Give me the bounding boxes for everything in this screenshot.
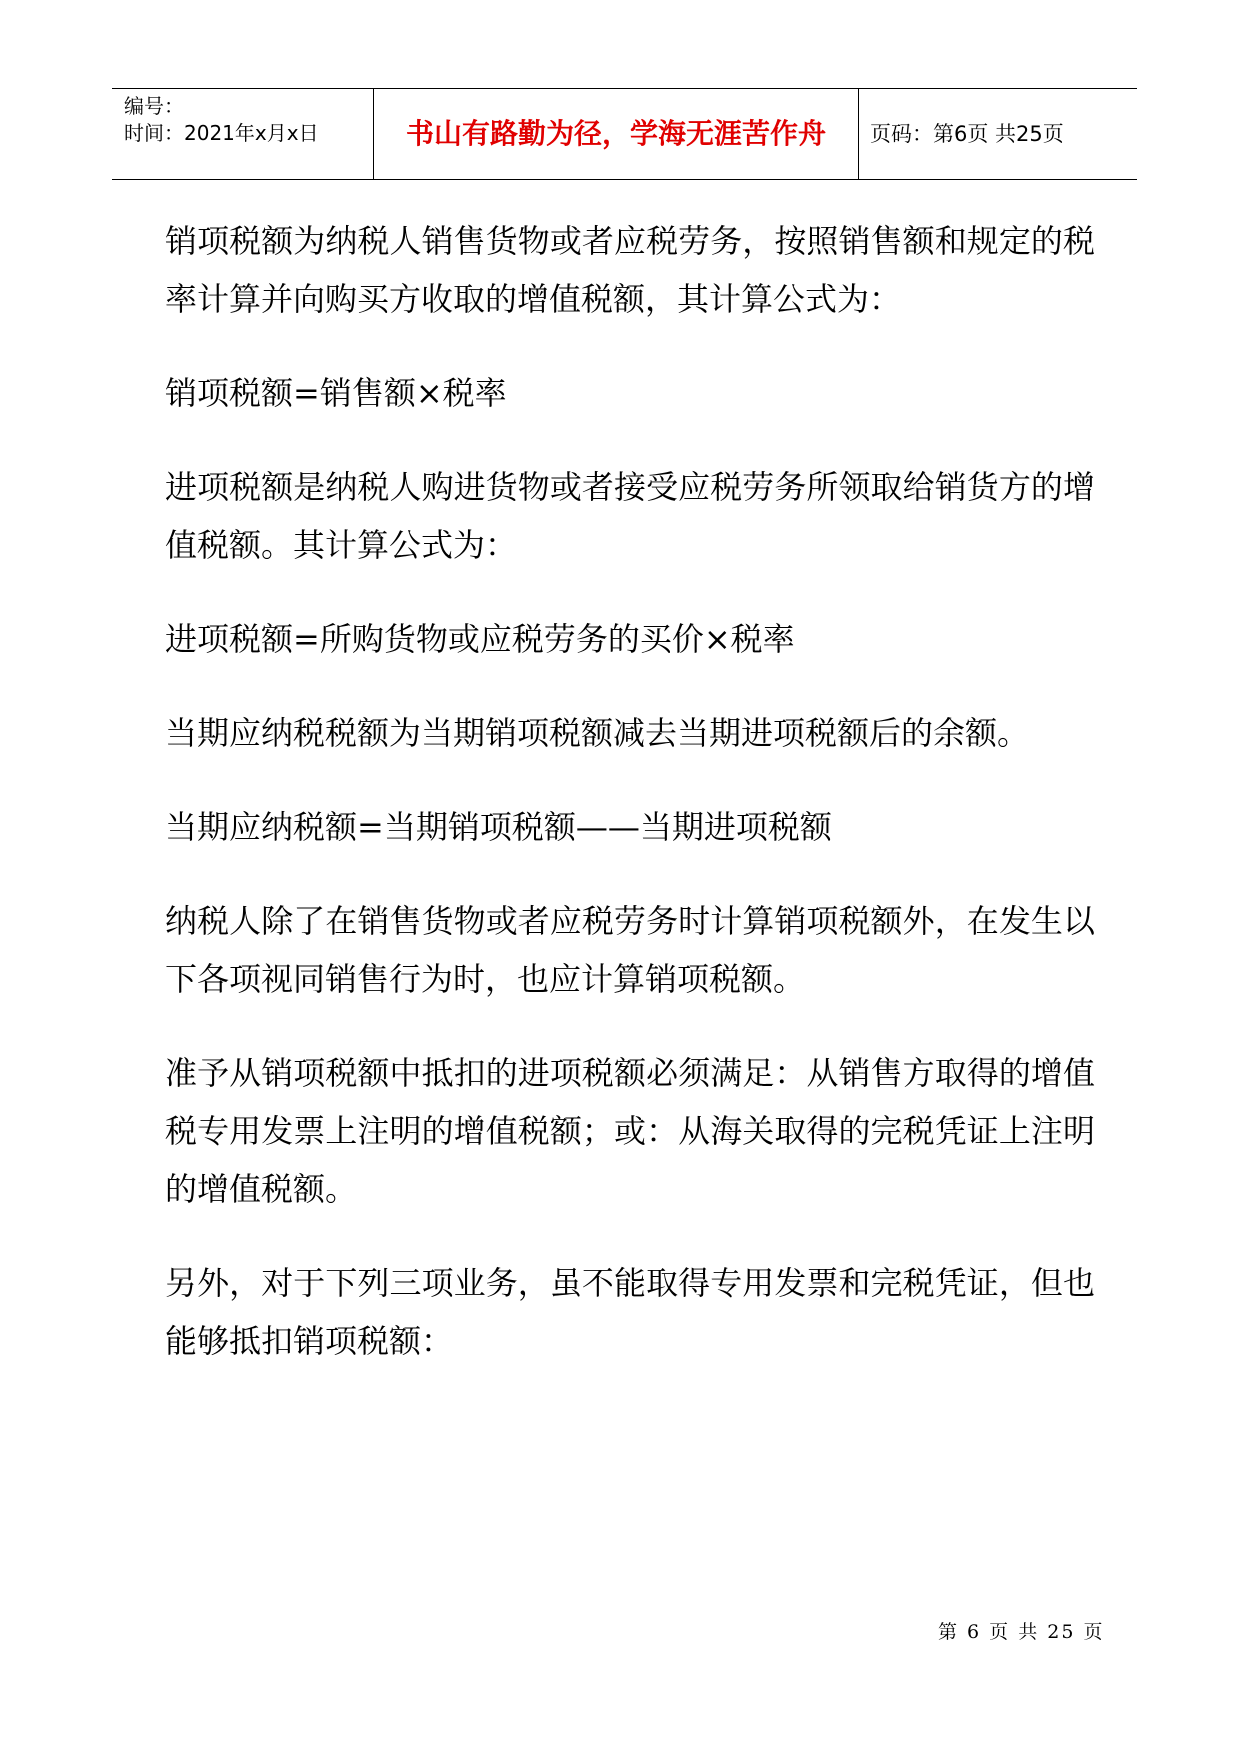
paragraph-deduction-conditions: 准予从销项税额中抵扣的进项税额必须满足：从销售方取得的增值税专用发票上注明的增值税额；或：从海关取得的完税凭证上注明的增值税额。	[165, 1054, 1095, 1208]
paragraph-input-tax-definition: 进项税额是纳税人购进货物或者接受应税劳务所领取给销货方的增值税额。其计算公式为：	[165, 468, 1095, 564]
serial-number-label: 编号：	[124, 94, 184, 118]
formula-input-tax: 进项税额=所购货物或应税劳务的买价×税率	[165, 620, 795, 658]
paragraph-output-tax-definition: 销项税额为纳税人销售货物或者应税劳务，按照销售额和规定的税率计算并向购买方收取的增值税额，其计算公式为：	[165, 222, 1095, 318]
paragraph-tax-payable-definition: 当期应纳税税额为当期销项税额减去当期进项税额后的余额。	[165, 714, 1030, 752]
formula-output-tax: 销项税额=销售额×税率	[165, 374, 507, 412]
formula-tax-payable: 当期应纳税额=当期销项税额——当期进项税额	[165, 808, 832, 846]
header-divider-right	[858, 89, 859, 179]
header-motto: 书山有路勤为径，学海无涯苦作舟	[405, 117, 826, 150]
paragraph-special-deductions: 另外，对于下列三项业务，虽不能取得专用发票和完税凭证，但也能够抵扣销项税额：	[165, 1264, 1095, 1360]
page-footer: 第 6 页 共 25 页	[938, 1621, 1105, 1643]
page-header	[112, 88, 1137, 180]
document-body	[165, 212, 1095, 1406]
header-info	[124, 93, 374, 147]
paragraph-deemed-sales: 纳税人除了在销售货物或者应税劳务时计算销项税额外，在发生以下各项视同销售行为时，也应计算销项税额。	[165, 902, 1095, 998]
header-page-code: 页码：第6页 共25页	[870, 122, 1064, 146]
date-label: 时间：2021年x月x日	[124, 121, 319, 145]
